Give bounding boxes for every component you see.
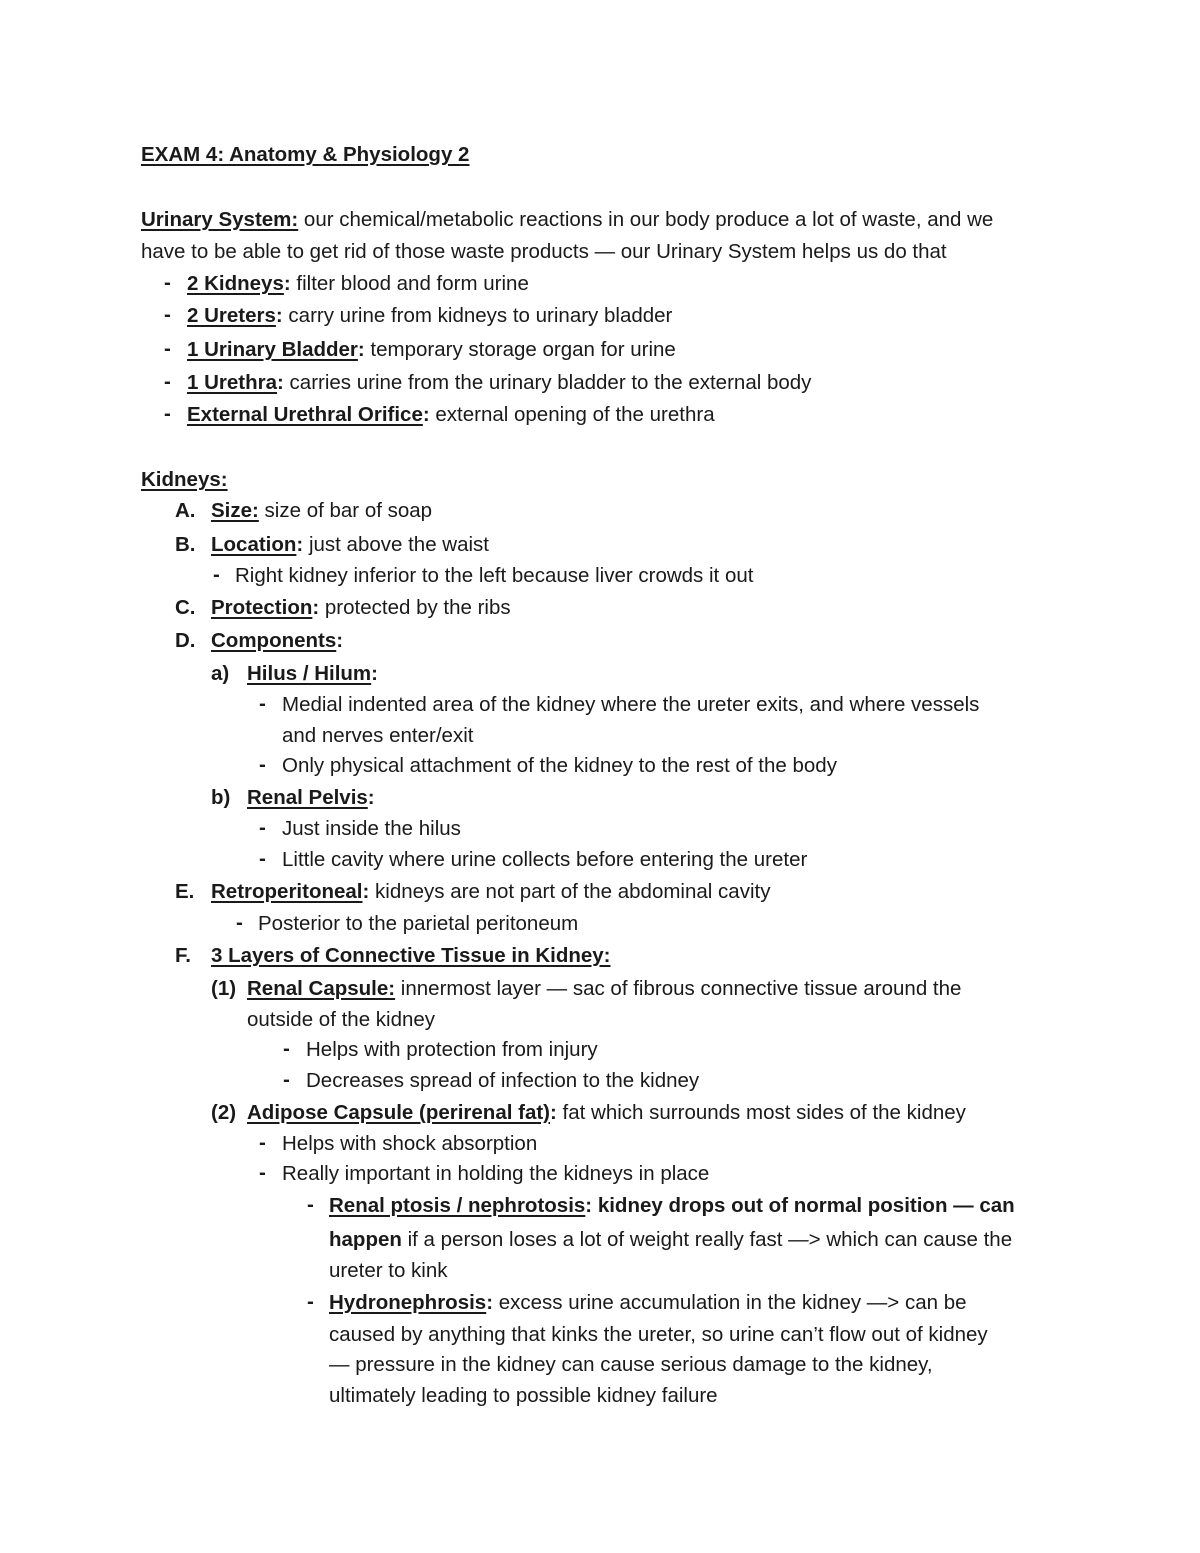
list-marker: (1) <box>211 977 237 1000</box>
item-text: carries urine from the urinary bladder to the external body <box>283 371 812 394</box>
kidney-item-layers <box>211 944 611 968</box>
list-marker: F. <box>175 944 191 967</box>
layer-renal-capsule <box>247 977 961 1001</box>
item-bold-text: : kidney drops out of normal position — can <box>585 1194 1015 1217</box>
item-text: kidneys are not part of the abdominal cavity <box>369 880 771 903</box>
item-term: 1 Urethra <box>187 371 278 394</box>
item-term: Renal Pelvis <box>247 786 368 809</box>
item-colon: : <box>336 629 344 652</box>
kidney-item-location <box>211 533 489 557</box>
item-term: 2 Kidneys <box>187 272 284 295</box>
item-term: External Urethral Orifice <box>187 403 423 426</box>
sub-item: Little cavity where urine collects before entering the ureter <box>282 848 808 871</box>
urinary-intro-line-2: have to be able to get rid of those waste products — our Urinary System helps us do that <box>141 240 947 263</box>
item-colon: : <box>371 662 378 685</box>
sub-item: Right kidney inferior to the left because liver crowds it out <box>235 564 754 587</box>
item-text: carry urine from kidneys to urinary bladder <box>282 304 673 327</box>
list-marker: A. <box>175 499 196 522</box>
list-marker: E. <box>175 880 195 903</box>
list-marker: a) <box>211 662 230 685</box>
bullet-dash: - <box>164 271 171 294</box>
item-colon: : <box>277 371 284 394</box>
bullet-dash: - <box>283 1037 290 1060</box>
item-text: temporary storage organ for urine <box>364 338 676 361</box>
item-term: 2 Ureters <box>187 304 276 327</box>
sub-item-continuation <box>329 1228 1012 1252</box>
bullet-dash: - <box>259 1161 266 1184</box>
list-marker: b) <box>211 786 231 809</box>
list-item <box>187 304 672 328</box>
bullet-dash: - <box>259 847 266 870</box>
page-title <box>141 143 469 167</box>
item-colon: : <box>486 1291 494 1314</box>
urinary-intro-text: our chemical/metabolic reactions in our body produce a lot of waste, and we <box>298 208 994 231</box>
kidneys-heading <box>141 468 228 492</box>
sub-item-ptosis <box>329 1194 1015 1218</box>
item-text: filter blood and form urine <box>290 272 529 295</box>
component-hilus <box>247 662 378 686</box>
list-marker: D. <box>175 629 196 652</box>
sub-item-continuation: ureter to kink <box>329 1259 448 1282</box>
item-colon: : <box>357 338 365 361</box>
list-marker: (2) <box>211 1101 237 1124</box>
item-text: size of bar of soap <box>258 499 433 522</box>
item-colon: : <box>283 272 291 295</box>
sub-item: Just inside the hilus <box>282 817 461 840</box>
item-text: innermost layer — sac of fibrous connective tissue around the <box>395 977 962 1000</box>
kidney-item-retroperitoneal <box>211 880 770 904</box>
item-term: Hydronephrosis <box>329 1291 487 1314</box>
item-term: Size: <box>211 499 259 522</box>
sub-item-continuation: ultimately leading to possible kidney failure <box>329 1384 718 1407</box>
item-bold-text: happen <box>329 1228 402 1251</box>
item-text: excess urine accumulation in the kidney —> can be <box>493 1291 967 1314</box>
list-item <box>187 338 676 362</box>
kidneys-heading-text: Kidneys: <box>141 468 228 491</box>
list-item <box>187 371 811 395</box>
list-marker: B. <box>175 533 196 556</box>
item-colon: : <box>275 304 283 327</box>
item-term: Location <box>211 533 297 556</box>
bullet-dash: - <box>164 303 171 326</box>
item-colon: : <box>550 1101 557 1124</box>
item-term: Renal ptosis / nephrotosis <box>329 1194 586 1217</box>
sub-item: Posterior to the parietal peritoneum <box>258 912 579 935</box>
bullet-dash: - <box>259 816 266 839</box>
item-text: if a person loses a lot of weight really fast —> which can cause the <box>401 1228 1013 1251</box>
item-text: just above the waist <box>303 533 489 556</box>
sub-item-continuation: and nerves enter/exit <box>282 724 474 747</box>
bullet-dash: - <box>164 402 171 425</box>
bullet-dash: - <box>164 370 171 393</box>
item-colon: : <box>422 403 430 426</box>
sub-item: Really important in holding the kidneys in place <box>282 1162 710 1185</box>
item-term: Renal Capsule: <box>247 977 396 1000</box>
item-term: Components <box>211 629 337 652</box>
sub-item-hydronephrosis <box>329 1291 967 1315</box>
item-colon: : <box>312 596 320 619</box>
bullet-dash: - <box>307 1290 314 1313</box>
list-item <box>187 272 529 296</box>
bullet-dash: - <box>307 1193 314 1216</box>
sub-item: Medial indented area of the kidney where the ureter exits, and where vessels <box>282 693 980 716</box>
bullet-dash: - <box>259 1131 266 1154</box>
kidney-item-size <box>211 499 432 523</box>
urinary-heading: Urinary System: <box>141 208 299 231</box>
item-continuation: outside of the kidney <box>247 1008 436 1031</box>
item-term: 1 Urinary Bladder <box>187 338 358 361</box>
item-colon: : <box>296 533 304 556</box>
list-item <box>187 403 715 427</box>
item-text: protected by the ribs <box>319 596 511 619</box>
urinary-intro-line-1 <box>141 208 993 232</box>
item-text: fat which surrounds most sides of the kidney <box>556 1101 966 1124</box>
item-term: 3 Layers of Connective Tissue in Kidney: <box>211 944 611 967</box>
item-term: Protection <box>211 596 313 619</box>
bullet-dash: - <box>283 1068 290 1091</box>
item-colon: : <box>362 880 370 903</box>
item-term: Adipose Capsule (perirenal fat) <box>247 1101 551 1124</box>
bullet-dash: - <box>164 337 171 360</box>
title-text: EXAM 4: Anatomy & Physiology 2 <box>141 143 470 166</box>
bullet-dash: - <box>236 911 243 934</box>
component-renal-pelvis <box>247 786 375 810</box>
layer-adipose-capsule <box>247 1101 966 1125</box>
kidney-item-protection <box>211 596 511 620</box>
item-colon: : <box>367 786 375 809</box>
bullet-dash: - <box>259 753 266 776</box>
item-term: Retroperitoneal <box>211 880 363 903</box>
list-marker: C. <box>175 596 196 619</box>
sub-item: Decreases spread of infection to the kidney <box>306 1069 700 1092</box>
item-text: external opening of the urethra <box>429 403 715 426</box>
kidney-item-components <box>211 629 343 653</box>
item-term: Hilus / Hilum <box>247 662 372 685</box>
sub-item-continuation: caused by anything that kinks the ureter, so urine can’t flow out of kidney <box>329 1323 988 1346</box>
sub-item: Helps with shock absorption <box>282 1132 538 1155</box>
bullet-dash: - <box>259 692 266 715</box>
sub-item-continuation: — pressure in the kidney can cause serious damage to the kidney, <box>329 1353 933 1376</box>
sub-item: Helps with protection from injury <box>306 1038 598 1061</box>
bullet-dash: - <box>213 563 220 586</box>
sub-item: Only physical attachment of the kidney to the rest of the body <box>282 754 837 777</box>
